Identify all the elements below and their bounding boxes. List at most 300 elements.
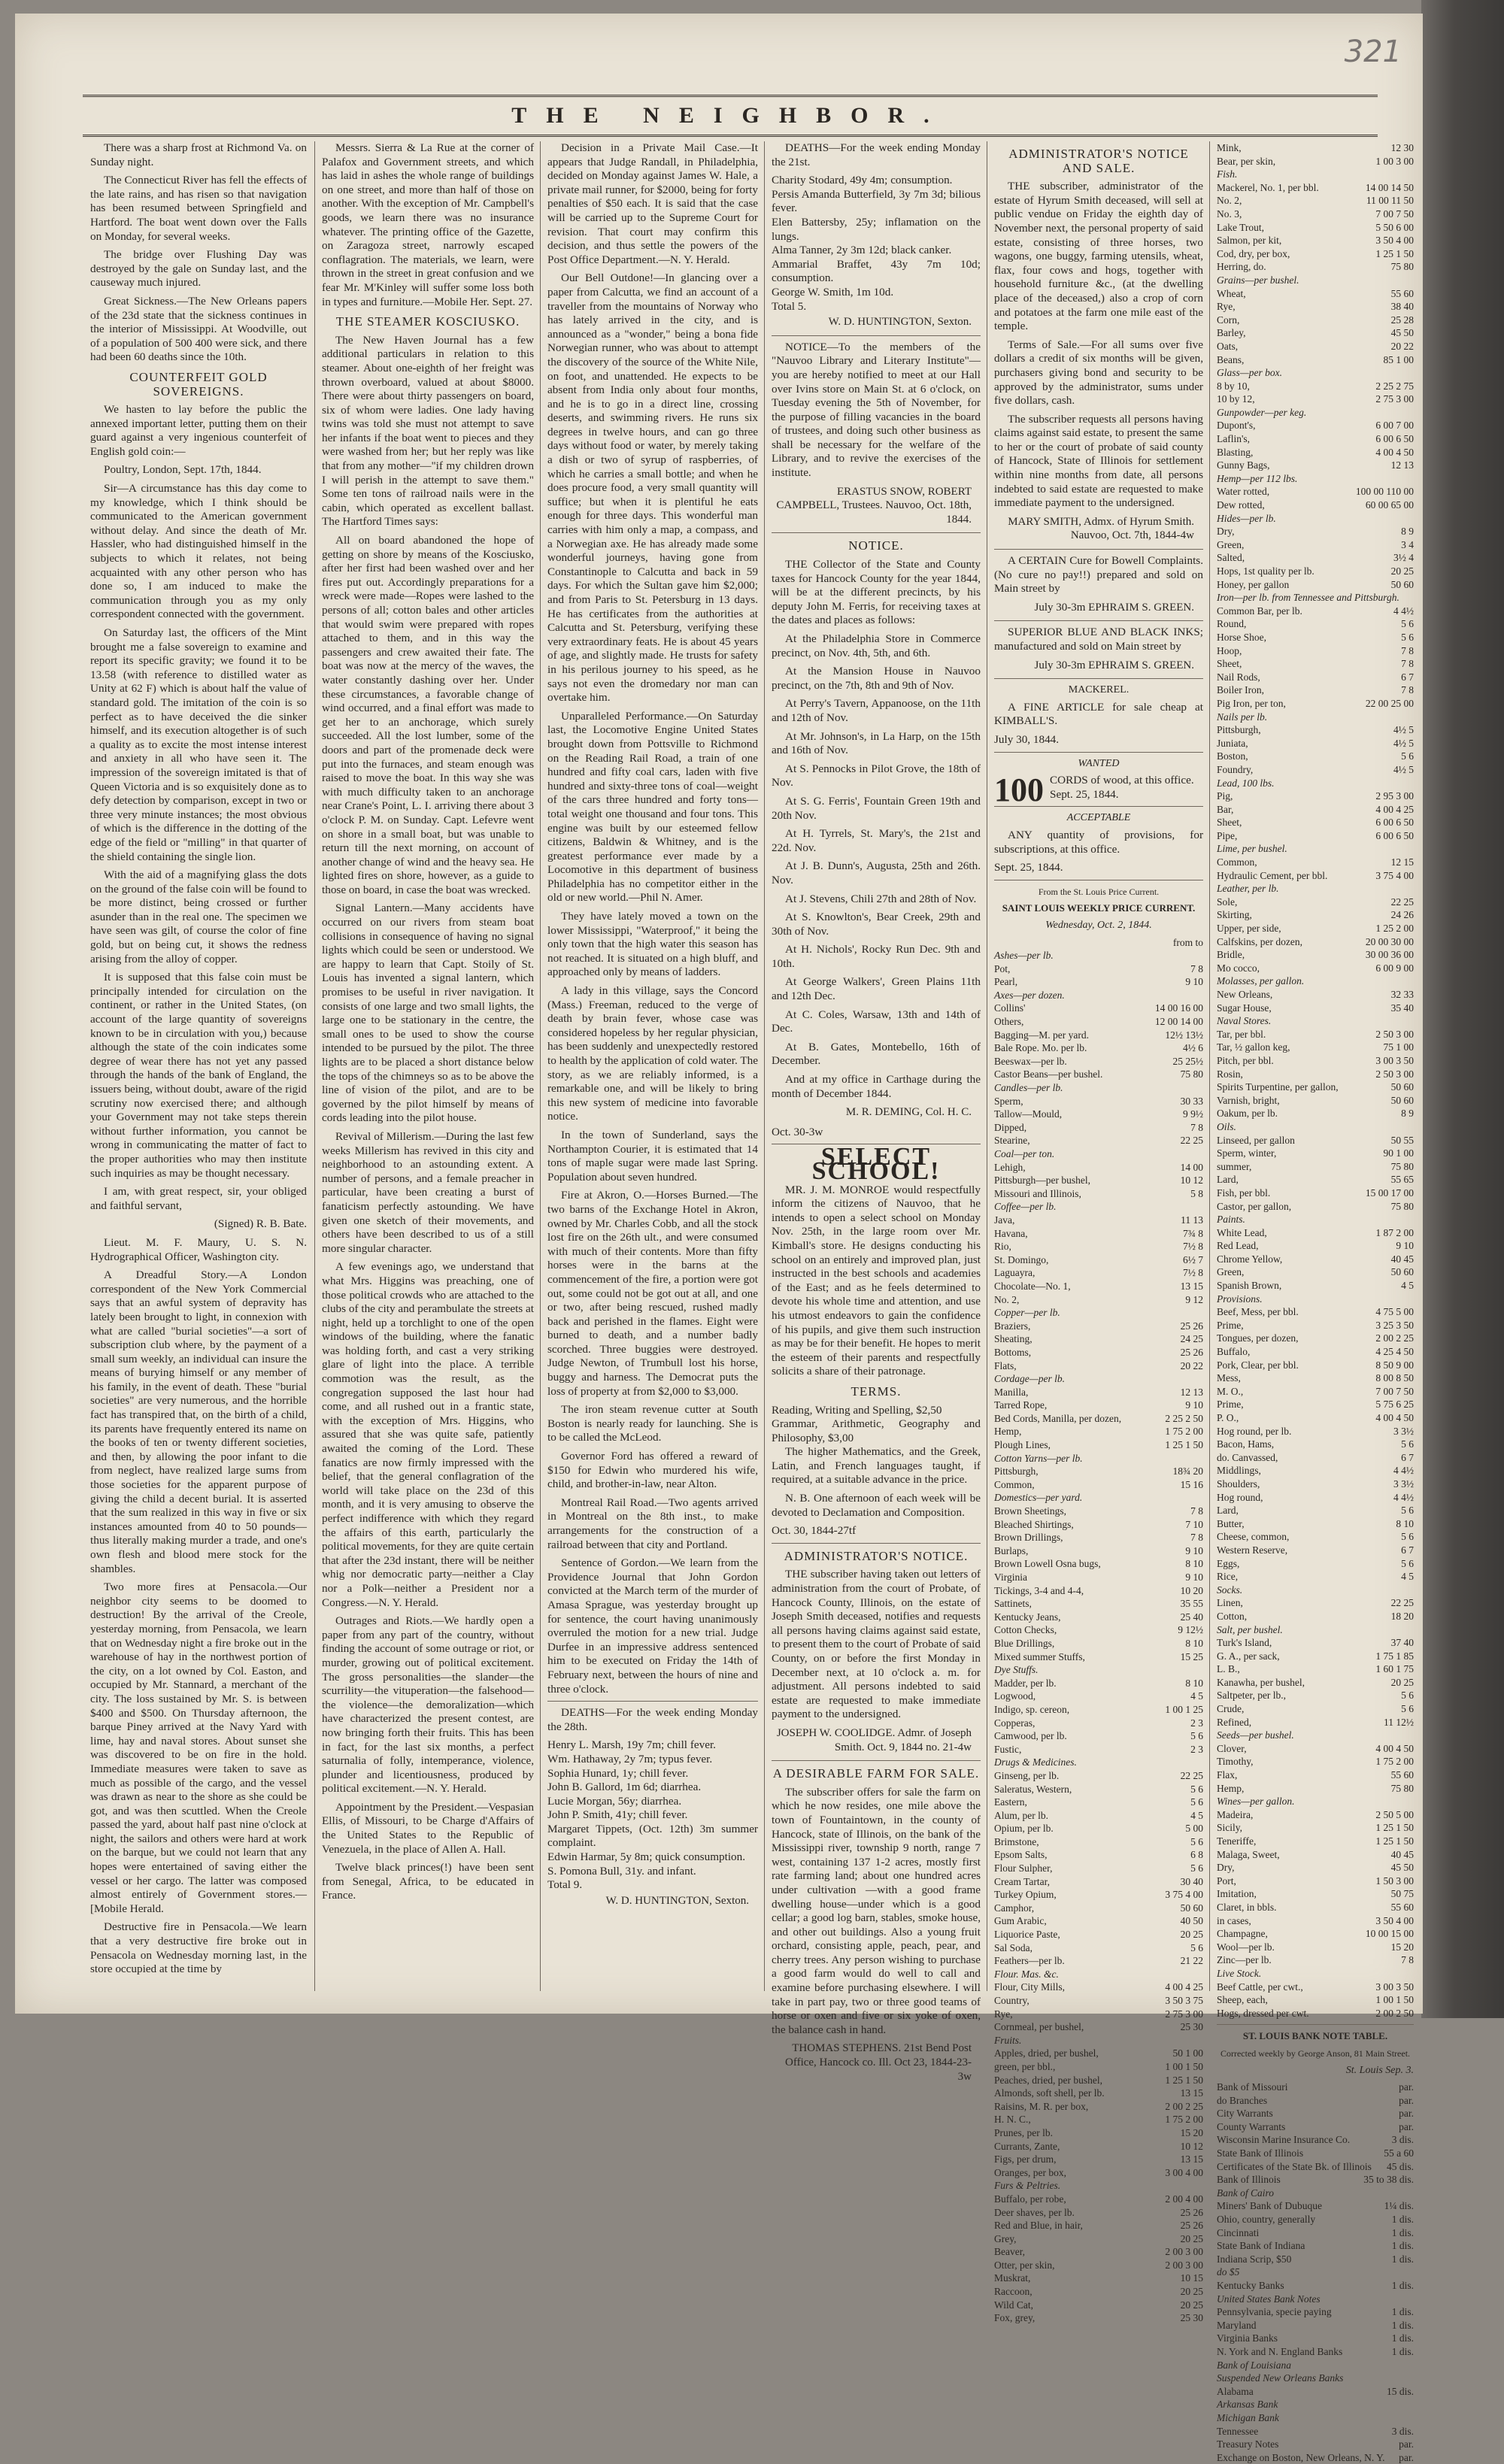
price-item-name: Liquorice Paste, <box>994 1929 1060 1941</box>
list-item: Wm. Hathaway, 2y 7m; typus fever. <box>547 1752 713 1765</box>
price-category: Salt, per bushel. <box>1217 1623 1283 1635</box>
deaths-list <box>547 1738 758 1893</box>
paragraph: Outrages and Riots.—We hardly open a paper from any part of the country, without finding the account of some outrage or riot, or murder, growing out of political excitement. The gross personalities—the slander—the scurrility—the vituperation—the falsehood—the violence—the demoralization—which have characterized the present contest, are now bringing forth their fruits. This has been in fact, for the last six months, a perfect saturnalia of folly, intemperance, violence, plunder and licentiousness, produced by political excitement.—N. Y. Herald. <box>322 1614 534 1796</box>
price-item-name: Deer shaves, per lb. <box>994 2206 1075 2218</box>
price-item-name: Brown Drillings, <box>994 1532 1063 1544</box>
price-item-name: Bar, <box>1217 803 1234 815</box>
price-item-value: 22 25 <box>1180 1769 1203 1781</box>
price-item-value: 13 15 <box>1180 2087 1203 2099</box>
price-item-name: Rice, <box>1217 1571 1239 1583</box>
price-item-value: 5 75 6 25 <box>1375 1399 1414 1411</box>
price-item-name: Lake Trout, <box>1217 221 1265 233</box>
price-item-name: Virginia <box>994 1571 1027 1583</box>
price-category: Suspended New Orleans Banks <box>1217 2372 1344 2384</box>
price-item-value: 4 00 4 25 <box>1165 1981 1203 1993</box>
price-item-value: 50 60 <box>1390 1094 1414 1106</box>
price-item-name: Madeira, <box>1217 1808 1254 1820</box>
price-item-value: 1 dis. <box>1391 2345 1414 2357</box>
price-row <box>1217 2319 1414 2332</box>
price-row <box>994 2219 1203 2232</box>
price-item-value: 3 dis. <box>1391 2425 1414 2437</box>
price-category: Bank of Cairo <box>1217 2187 1274 2199</box>
price-item-value: 75 80 <box>1390 1160 1414 1172</box>
price-item-value: 14 00 <box>1180 1161 1203 1173</box>
price-row <box>1217 1901 1414 1914</box>
paragraph: Sir—A circumstance has this day come to my knowledge, which I think should be communicated to the American government without delay. And since the death of Mr. Hassler, who had distinguished himself in the subjects to which it relates, not being acquainted with any other person who has done so, I am induced to make the communication through you as my only correspondent connected with the government. <box>90 482 307 621</box>
price-row <box>994 1320 1203 1333</box>
price-item-value: 37 40 <box>1390 1637 1414 1649</box>
price-category: Furs & Peltries. <box>994 2180 1061 2192</box>
price-item-value: 4½ 5 <box>1393 724 1414 736</box>
price-category: Bank of Louisiana <box>1217 2359 1292 2371</box>
price-item-name: Wool—per lb. <box>1217 1941 1275 1953</box>
price-item-value: 35 55 <box>1180 1598 1203 1610</box>
list-item: Elen Battersby, 25y; inflamation on the lungs. <box>772 215 981 243</box>
price-row <box>994 1928 1203 1941</box>
price-item-value: 15 16 <box>1180 1478 1203 1490</box>
price-row <box>1217 2081 1414 2094</box>
price-item-name: Bear, per skin, <box>1217 155 1276 167</box>
price-item-value: 30 40 <box>1180 1875 1203 1887</box>
price-item-name: Dew rotted, <box>1217 499 1265 511</box>
price-item-name: Skirting, <box>1217 909 1252 921</box>
price-item-name: Gunny Bags, <box>1217 459 1270 471</box>
price-item-value: 15 25 <box>1180 1650 1203 1662</box>
price-item-name: Cod, dry, per box, <box>1217 247 1290 259</box>
price-item-name: Eggs, <box>1217 1557 1240 1569</box>
price-item-value: 5 6 <box>1401 750 1414 762</box>
price-item-value: par. <box>1399 2108 1414 2120</box>
price-item-value: 55 a 60 <box>1384 2147 1414 2159</box>
price-row <box>1217 499 1414 512</box>
price-item-name: Common, <box>994 1478 1035 1490</box>
price-row <box>994 2285 1203 2299</box>
price-item-value: 1 25 1 50 <box>1375 247 1414 259</box>
price-item-value: 7 8 <box>1401 644 1414 656</box>
price-item-name: Pitch, per bbl. <box>1217 1054 1274 1066</box>
price-item-value: 1 25 1 50 <box>1165 2074 1203 2086</box>
bank-title: ST. LOUIS BANK NOTE TABLE. <box>1242 2030 1388 2042</box>
price-item-name: Port, <box>1217 1875 1236 1887</box>
paragraph: Decision in a Private Mail Case.—It appears that Judge Randall, in Philadelphia, decided on Monday against James W. Hale, a private mail runner, for $2000, being for forty penalties of $50 each. It is said that the case will be carried up to the Supreme Court for revision. That court may confirm this decision, and thus settle the powers of the Post Office Department.—N. Y. Herald. <box>547 141 758 266</box>
price-item-name: Dry, <box>1217 526 1235 538</box>
price-item-name: Bridle, <box>1217 949 1245 961</box>
price-item-value: 40 50 <box>1180 1915 1203 1927</box>
price-category: Wines—per gallon. <box>1217 1796 1295 1808</box>
price-item-value: 38 40 <box>1390 301 1414 313</box>
price-item-name: Zinc—per lb. <box>1217 1954 1272 1966</box>
price-item-value: 8 10 <box>1396 1517 1414 1529</box>
price-item-name: Green, <box>1217 1266 1245 1278</box>
price-item-name: Mixed summer Stuffs, <box>994 1650 1085 1662</box>
signature: July 30-3m EPHRAIM S. GREEN. <box>1034 601 1194 614</box>
price-item-value: 13 15 <box>1180 1280 1203 1292</box>
price-row <box>1217 1002 1414 1015</box>
price-item-name: Treasury Notes <box>1217 2438 1279 2450</box>
price-item-name: Ginseng, per lb. <box>994 1769 1060 1781</box>
price-row <box>1217 432 1414 446</box>
price-category: Molasses, per gallon. <box>1217 975 1305 987</box>
price-item-value: 20 25 <box>1180 2299 1203 2311</box>
price-item-value: 5 6 <box>1190 1730 1203 1742</box>
price-item-value: 7½ 8 <box>1183 1241 1203 1253</box>
price-category: United States Bank Notes <box>1217 2293 1321 2305</box>
paragraph: At Mr. Johnson's, in La Harp, on the 15th and 16th of Nov. <box>772 729 981 757</box>
terms-item: N. B. One afternoon of each week will be devoted to Declamation and Composition. <box>772 1492 981 1519</box>
column-4 <box>772 141 981 2083</box>
price-item-name: Saltpeter, per lb., <box>1217 1690 1287 1702</box>
price-row <box>1217 1650 1414 1663</box>
price-item-value: 1 75 1 85 <box>1375 1650 1414 1662</box>
bank-corrected: Corrected weekly by George Anson, 81 Main Street. <box>1220 2047 1411 2059</box>
price-row <box>994 1809 1203 1823</box>
price-item-name: Alabama <box>1217 2385 1254 2397</box>
price-item-value: 1 25 1 50 <box>1165 1439 1203 1451</box>
price-item-value: 8 9 <box>1401 1108 1414 1120</box>
price-item-value: 6 7 <box>1401 671 1414 683</box>
price-item-value: 55 60 <box>1390 287 1414 299</box>
price-row <box>1217 856 1414 869</box>
price-item-name: Miners' Bank of Dubuque <box>1217 2200 1323 2212</box>
paragraph: At the Philadelphia Store in Commerce precinct, on Nov. 4th, 5th, and 6th. <box>772 632 981 659</box>
price-row <box>994 1266 1203 1280</box>
price-item-name: Buffalo, per robe, <box>994 2193 1066 2205</box>
price-row <box>1217 1768 1414 1782</box>
price-row <box>1217 1755 1414 1768</box>
price-item-name: summer, <box>1217 1160 1252 1172</box>
price-item-value: 4 00 4 25 <box>1375 803 1414 815</box>
price-item-name: Hops, 1st quality per lb. <box>1217 565 1314 577</box>
price-item-name: Exchange on Boston, New Orleans, N. Y. <box>1217 2451 1385 2463</box>
price-item-name: G. A., per sack, <box>1217 1650 1280 1662</box>
price-item-value: 75 80 <box>1390 1200 1414 1212</box>
price-item-name: Corn, <box>1217 314 1240 326</box>
price-item-name: Grey, <box>994 2232 1017 2244</box>
price-item-name: L. B., <box>1217 1663 1240 1675</box>
price-item-value: 20 25 <box>1390 565 1414 577</box>
price-row <box>994 1214 1203 1227</box>
price-item-name: Beaver, <box>994 2246 1026 2258</box>
price-row <box>1217 578 1414 592</box>
price-item-name: Boston, <box>1217 750 1248 762</box>
paragraph: They have lately moved a town on the lower Mississippi, "Waterproof," it being the only town that the high water this season has not reached. It is situated on a high bluff, and approached only by means of ladders. <box>547 910 758 979</box>
price-row <box>994 2311 1203 2325</box>
paragraph: At S. G. Ferris', Fountain Green 19th and 20th Nov. <box>772 794 981 822</box>
price-item-name: Raisins, M. R. per box, <box>994 2100 1089 2112</box>
price-item-name: Linen, <box>1217 1597 1243 1609</box>
ad-body: A CERTAIN Cure for Bowell Complaints. (No cure no pay!!) prepared and sold on Main street by <box>994 554 1203 596</box>
price-row <box>994 1769 1203 1783</box>
price-row <box>1217 287 1414 301</box>
column-3 <box>547 141 758 1991</box>
price-row <box>1217 816 1414 829</box>
price-item-name: Tarred Rope, <box>994 1399 1048 1411</box>
price-item-value: 2 00 3 00 <box>1165 2259 1203 2271</box>
price-row <box>1217 2345 1414 2359</box>
paragraph: At C. Coles, Warsaw, 13th and 14th of Dec. <box>772 1008 981 1035</box>
deaths-title: DEATHS—For the week ending Monday the 28th. <box>547 1706 758 1733</box>
masthead <box>83 95 1378 137</box>
price-item-name: Fustic, <box>994 1743 1022 1755</box>
price-row <box>1217 1491 1414 1505</box>
price-item-value: 10 15 <box>1180 2272 1203 2284</box>
price-item-value: 22 25 <box>1390 1597 1414 1609</box>
price-item-value: 1 75 2 00 <box>1375 1756 1414 1768</box>
price-item-name: Herring, do. <box>1217 261 1266 273</box>
price-item-value: 13 15 <box>1180 2153 1203 2165</box>
price-item-name: Bottoms, <box>994 1346 1032 1358</box>
price-row <box>1217 1570 1414 1584</box>
price-row <box>994 1465 1203 1478</box>
paragraph: Lieut. M. F. Maury, U. S. N. Hydrographical Officer, Washington city. <box>90 1235 307 1263</box>
signature: ERASTUS SNOW, ROBERT CAMPBELL, Trustees. Nauvoo, Oct. 18th, 1844. <box>776 485 972 526</box>
paragraph: At the Mansion House in Nauvoo precinct, on the 7th, 8th and 9th of Nov. <box>772 665 981 692</box>
price-row <box>994 2245 1203 2259</box>
price-item-value: 9 12 <box>1185 1293 1203 1305</box>
price-row <box>994 2153 1203 2166</box>
price-item-value: 14 00 16 00 <box>1154 1002 1203 1014</box>
newspaper-page <box>15 14 1423 2463</box>
paragraph: Poultry, London, Sept. 17th, 1844. <box>104 463 262 477</box>
price-row <box>1217 2007 1414 2020</box>
price-row <box>994 1134 1203 1147</box>
price-item-value: 3 25 3 50 <box>1375 1319 1414 1331</box>
price-row <box>1217 2425 1414 2438</box>
price-item-name: Prime, <box>1217 1319 1244 1331</box>
price-item-name: Tongues, per dozen, <box>1217 1332 1299 1344</box>
price-category: Cotton Yarns—per lb. <box>994 1452 1083 1464</box>
price-item-value: 7 8 <box>1401 658 1414 670</box>
price-item-value: par. <box>1399 2120 1414 2132</box>
list-item: Sophia Hunard, 1y; chill fever. <box>547 1766 689 1780</box>
price-row <box>1217 1226 1414 1240</box>
price-row <box>994 1677 1203 1690</box>
price-row <box>1217 1504 1414 1517</box>
price-item-value: par. <box>1399 2438 1414 2450</box>
article-body <box>90 403 307 1977</box>
price-row <box>1217 2253 1414 2266</box>
price-row <box>994 1902 1203 1915</box>
price-row <box>994 1346 1203 1359</box>
price-item-name: Green, <box>1217 538 1245 550</box>
price-item-value: 5 6 <box>1190 1835 1203 1847</box>
price-item-value: 15 20 <box>1390 1941 1414 1953</box>
price-item-name: Oakum, per lb. <box>1217 1108 1278 1120</box>
price-item-name: Sicily, <box>1217 1822 1243 1834</box>
price-row <box>1217 1080 1414 1094</box>
divider <box>772 1760 981 1761</box>
ad-heading: MACKEREL. <box>1068 684 1130 696</box>
price-item-name: Champagne, <box>1217 1928 1268 1940</box>
price-row <box>1217 314 1414 327</box>
price-row <box>1217 1187 1414 1200</box>
price-row <box>1217 221 1414 235</box>
price-item-name: Tallow—Mould, <box>994 1108 1063 1120</box>
price-item-value: 1 25 1 50 <box>1375 1822 1414 1834</box>
price-item-value: 35 40 <box>1390 1002 1414 1014</box>
price-item-name: Plough Lines, <box>994 1439 1051 1451</box>
price-row <box>1217 644 1414 658</box>
price-row <box>1217 1173 1414 1187</box>
admin-body: THE subscriber, administrator of the estate of Hyrum Smith deceased, will sell at public vendue on Friday the eighth day of November next, the personal property of said estate, consisting of three horses, two wagons, one buggy, farming utensils, wheat, flax, four cows and hogs, together with household furniture &c., (at the dwelling place of the deceased,) also a crop of corn and potatoes at the farm one mile east of the temple. <box>994 180 1203 333</box>
price-row <box>1217 2199 1414 2213</box>
price-item-name: Horse Shoe, <box>1217 631 1266 643</box>
price-item-value: 2 25 2 50 <box>1165 1412 1203 1424</box>
price-item-value: 7 8 <box>1190 1121 1203 1133</box>
price-row <box>1217 1848 1414 1862</box>
signature: THOMAS STEPHENS. 21st Bend Post Office, Hancock co. Ill. Oct 23, 1844-23-3w <box>785 2042 972 2083</box>
paragraph: A Dreadful Story.—A London correspondent of the New York Commercial says that an awful system of depravity has lately been brought to light, in connexion with what are called "burial societies"—a sort of subscription club where, by the payment of a small sum weekly, an individual can insure the means of burying himself or any member of his family, in the event of death. These "burial societies" are very numerous, and the horrible fact has transpired that, on the birth of a child, its parents have frequently entered its name on the books of ten or twenty different societies, and then, by allowing the poor infant to die from neglect, have realized large sums from those societies for the apparent purpose of giving the child a decent burial. It is asserted that the sum realized in this way in five or six instances amounted from 40 to 50 pounds—thus literally making murder a trade, and one's own flesh and blood mere stock for the shambles. <box>90 1268 307 1575</box>
price-row <box>1217 247 1414 261</box>
signature: W. D. HUNTINGTON, Sexton. <box>828 316 972 329</box>
price-row <box>1217 1702 1414 1716</box>
price-item-value: 20 25 <box>1180 1929 1203 1941</box>
price-row <box>1217 1028 1414 1041</box>
price-item-value: 4 00 4 50 <box>1375 446 1414 458</box>
notice-body: NOTICE—To the members of the "Nauvoo Library and Literary Institute"—you are hereby notified to meet at our Hall over Ivins store on Main St. at 6 o'clock, on Tuesday evening the 5th of November, for the purpose of filling vacancies in the board of trustees, and doing such other business as shall be necessary for the welfare of the Library, and to revive the exercises of the institute. <box>772 340 981 480</box>
price-row <box>994 1240 1203 1253</box>
paragraph: At B. Gates, Montebello, 16th of December. <box>772 1040 981 1068</box>
price-row <box>1217 1451 1414 1465</box>
price-item-value: 40 45 <box>1390 1253 1414 1265</box>
price-item-name: Mess, <box>1217 1372 1241 1384</box>
paragraph: Governor Ford has offered a reward of $150 for Edwin who murdered his wife, child, and brother-in-law, near Alton. <box>547 1450 758 1491</box>
price-item-value: 1 dis. <box>1391 2280 1414 2291</box>
price-item-name: Barley, <box>1217 327 1246 339</box>
list-item: Lucie Morgan, 56y; diarrhea. <box>547 1794 682 1808</box>
price-header <box>994 936 1203 950</box>
brief-item: There was a sharp frost at Richmond Va. on Sunday night. <box>90 141 307 168</box>
price-item-name: Wild Cat, <box>994 2299 1033 2311</box>
price-item-value: 3 dis. <box>1391 2134 1414 2146</box>
price-item-value: 12 00 14 00 <box>1154 1016 1203 1028</box>
price-item-value: 6 00 6 50 <box>1375 829 1414 841</box>
price-row <box>1217 671 1414 684</box>
price-item-value: 3 50 4 00 <box>1375 235 1414 247</box>
price-row <box>1217 935 1414 949</box>
price-item-name: Havana, <box>994 1227 1028 1239</box>
price-item-value: 20 25 <box>1180 2286 1203 2298</box>
paragraph: Messrs. Sierra & La Rue at the corner of Palafox and Government streets, and which has laid in ashes the whole range of buildings on one street, and more than half of those on another. With the exception of Mr. Campbell's goods, we learn there was no insurance whatever. The printing office of the Gazette, on Zaragoza street, narrowly escaped conflagration. The materials, we learn, were thrown in the street in great confusion and we fear Mr. M'Kinley will suffer some loss both in types and furniture.—Mobile Her. Sept. 27. <box>322 141 534 308</box>
price-item-name: Madder, per lb. <box>994 1677 1057 1689</box>
price-item-value: 32 33 <box>1390 989 1414 1000</box>
paragraph: Montreal Rail Road.—Two agents arrived in Montreal on the 8th inst., to make arrangements for the construction of a railroad between that city and Portland. <box>547 1496 758 1551</box>
signature: JOSEPH W. COOLIDGE. Admr. of Joseph Smith. Oct. 9, 1844 no. 21-4w <box>776 1726 972 1753</box>
price-item-name: Sugar House, <box>1217 1002 1272 1014</box>
price-item-value: 2 50 3 00 <box>1375 1028 1414 1040</box>
price-category: Domestics—per yard. <box>994 1492 1083 1504</box>
article-heading: COUNTERFEIT GOLD SOVEREIGNS. <box>129 369 268 399</box>
price-item-name: Kentucky Banks <box>1217 2280 1284 2291</box>
price-item-name: Braziers, <box>994 1320 1031 1332</box>
price-item-value: 24 26 <box>1390 909 1414 921</box>
price-item-name: Almonds, soft shell, per lb. <box>994 2087 1105 2099</box>
price-row <box>1217 1782 1414 1796</box>
list-item: John B. Gallord, 1m 6d; diarrhea. <box>547 1781 702 1794</box>
price-row <box>994 1862 1203 1875</box>
price-row <box>994 2259 1203 2272</box>
price-item-name: Bank of Illinois <box>1217 2174 1281 2186</box>
paragraph: Revival of Millerism.—During the last few weeks Millerism has revived in this city and neighborhood to an astounding extent. A number of persons, and a female preacher in particular, have been creating a burst of fanaticism perfectly astounding. We have given one sketch of their movements, and others have been described to us of a still more singular character. <box>322 1129 534 1255</box>
price-item-value: 50 60 <box>1180 1902 1203 1914</box>
price-item-value: 6 00 6 50 <box>1375 817 1414 829</box>
price-item-value: 3 75 4 00 <box>1375 869 1414 881</box>
price-row <box>994 1386 1203 1399</box>
price-item-name: County Warrants <box>1217 2120 1286 2132</box>
price-row <box>1217 2385 1414 2399</box>
price-item-value: 1 25 2 00 <box>1375 923 1414 935</box>
brief-item: The Connecticut River has fell the effects of the late rains, and has risen so that navigation has been resumed between Springfield and Hartford. The boat went down over the Falls on Monday, for several weeks. <box>90 174 307 243</box>
price-item-value: 1 25 1 50 <box>1375 1835 1414 1847</box>
price-item-value: par. <box>1399 2081 1414 2093</box>
folio-number: 321 <box>1344 35 1402 69</box>
price-row <box>994 1438 1203 1452</box>
price-row <box>994 1994 1203 2008</box>
paragraph: With the aid of a magnifying glass the dots on the ground of the false coin will be found to be more distinct, being crossed or further asunder than in the real one. The specimen we have seen was gilt, of course the color of fine gold, but on being cut, it shows the redness arising from the alloy of copper. <box>90 868 307 965</box>
price-item-value: 14 00 14 50 <box>1365 181 1414 193</box>
terms-heading: TERMS. <box>851 1384 902 1399</box>
price-row <box>994 1174 1203 1187</box>
price-item-value: 2 25 2 75 <box>1375 380 1414 392</box>
price-row <box>994 1571 1203 1584</box>
price-item-name: Pipe, <box>1217 829 1238 841</box>
price-row <box>994 1888 1203 1902</box>
price-item-value: 20 00 30 00 <box>1365 935 1414 947</box>
price-row <box>1217 234 1414 247</box>
price-item-value: 75 80 <box>1180 1068 1203 1080</box>
price-row <box>1217 1861 1414 1875</box>
price-item-name: Pig, <box>1217 790 1233 802</box>
price-row <box>1217 194 1414 208</box>
price-row <box>1217 1319 1414 1332</box>
price-item-value: 2 00 2 50 <box>1375 2007 1414 2019</box>
ad-body: CORDS of wood, at this office. <box>1050 774 1194 787</box>
price-item-value: 90 1 00 <box>1383 1147 1414 1159</box>
column-rule <box>764 141 765 1991</box>
paragraph: It is supposed that this false coin must be principally intended for circulation on the continent, or rather in the United States, (on account of the large quantity of sovereigns known to be in circulation with you,) because although the state of the coin indicates some degree of wear there has not yet any passed through the hands of the bank of England, the issuers being, without doubt, aware of the rigid scrutiny now exercised there; and although your Government may not take steps therein without further information, you cannot be wrong in communicating the matter of fact to the proper authorities who may then institute such inquiries as may be thought necessary. <box>90 971 307 1180</box>
price-table <box>994 949 1203 2325</box>
paragraph: THE Collector of the State and County taxes for Hancock County for the year 1844, will be at the different precincts, by his deputy John M. Ferris, for receiving taxes at the dates and places as follows: <box>772 558 981 627</box>
paragraph: At George Walkers', Green Plains 11th and 12th Dec. <box>772 975 981 1003</box>
price-row <box>1217 962 1414 975</box>
paragraph: At J. B. Dunn's, Augusta, 25th and 26th. Nov. <box>772 859 981 886</box>
price-row <box>1217 1927 1414 1941</box>
price-item-value: 55 60 <box>1390 1901 1414 1913</box>
price-item-name: New Orleans, <box>1217 989 1273 1000</box>
price-item-value: 4 4½ <box>1393 1465 1414 1477</box>
price-item-value: 1¼ dis. <box>1384 2200 1414 2212</box>
price-item-name: Tar, per bbl. <box>1217 1028 1266 1040</box>
price-item-name: Sheet, <box>1217 658 1242 670</box>
price-item-name: Others, <box>994 1016 1024 1028</box>
price-item-value: 5 00 <box>1185 1823 1203 1835</box>
price-row <box>1217 1425 1414 1438</box>
price-item-name: Lard, <box>1217 1174 1239 1186</box>
price-row <box>1217 1305 1414 1319</box>
price-item-value: 75 80 <box>1390 1782 1414 1794</box>
price-row <box>994 2047 1203 2060</box>
price-row <box>1217 1557 1414 1571</box>
price-item-value: 100 00 110 00 <box>1355 486 1414 498</box>
price-item-value: 2 00 2 25 <box>1165 2100 1203 2112</box>
price-row <box>1217 908 1414 922</box>
price-item-name: Feathers—per lb. <box>994 1955 1065 1967</box>
ad-heading: WANTED <box>1078 757 1120 769</box>
price-row <box>1217 1371 1414 1385</box>
price-row <box>1217 565 1414 578</box>
price-row <box>1217 1054 1414 1068</box>
price-item-value: 1 60 1 75 <box>1375 1663 1414 1675</box>
